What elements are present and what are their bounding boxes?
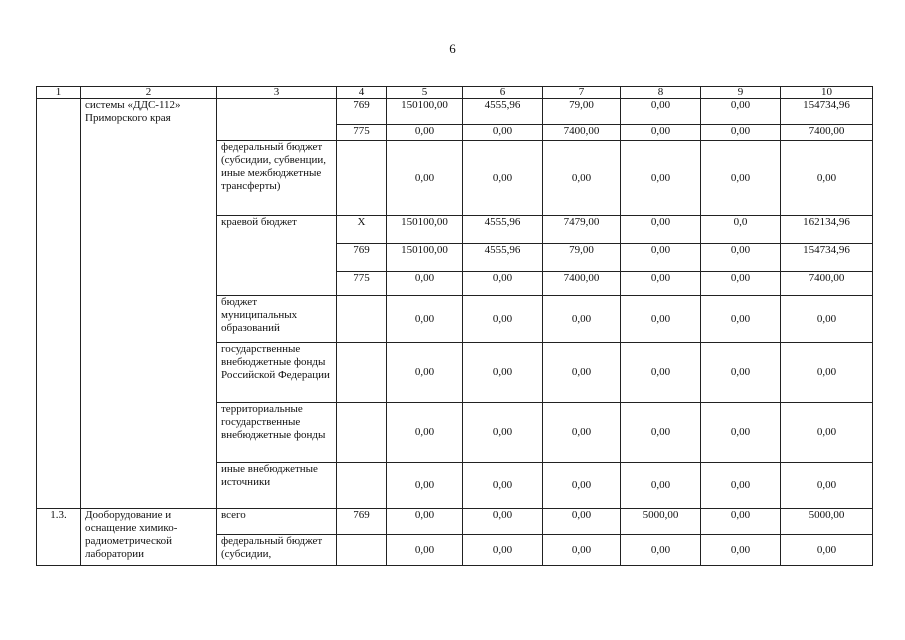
value-cell: 0,00	[701, 296, 781, 343]
value-cell: 162134,96	[781, 216, 873, 244]
value-cell: 0,00	[781, 535, 873, 566]
value-cell: 0,00	[543, 509, 621, 535]
budget-table	[36, 86, 873, 566]
value-cell: 0,00	[543, 141, 621, 216]
value-cell: 0,00	[387, 125, 463, 141]
value-cell: 0,00	[543, 463, 621, 509]
value-cell: 0,00	[463, 343, 543, 403]
item-name-cell: Дооборудование и оснащение химико-радиометрической лаборатории	[81, 509, 217, 566]
value-cell: 0,00	[463, 535, 543, 566]
value-cell: 0,00	[463, 125, 543, 141]
code-cell	[337, 296, 387, 343]
value-cell: 0,00	[621, 403, 701, 463]
code-cell: 769	[337, 99, 387, 125]
value-cell: 7400,00	[543, 125, 621, 141]
value-cell: 0,00	[701, 343, 781, 403]
value-cell: 0,00	[387, 296, 463, 343]
value-cell: 0,00	[621, 272, 701, 296]
code-cell: 775	[337, 272, 387, 296]
code-cell: Х	[337, 216, 387, 244]
value-cell: 0,00	[701, 272, 781, 296]
value-cell: 0,00	[701, 125, 781, 141]
value-cell: 0,00	[621, 216, 701, 244]
value-cell: 0,00	[621, 296, 701, 343]
source-cell	[217, 99, 337, 141]
header-row	[37, 87, 873, 99]
code-cell	[337, 343, 387, 403]
value-cell: 79,00	[543, 244, 621, 272]
value-cell: 7400,00	[781, 125, 873, 141]
header-cell: 5	[387, 87, 463, 99]
value-cell: 0,00	[621, 125, 701, 141]
value-cell: 0,00	[781, 463, 873, 509]
value-cell: 0,00	[701, 463, 781, 509]
header-cell: 1	[37, 87, 81, 99]
header-cell: 8	[621, 87, 701, 99]
value-cell: 5000,00	[781, 509, 873, 535]
value-cell: 0,00	[621, 343, 701, 403]
value-cell: 0,00	[781, 403, 873, 463]
source-cell: краевой бюджет	[217, 216, 337, 296]
value-cell: 0,00	[781, 343, 873, 403]
source-cell: федеральный бюджет (субсидии,	[217, 535, 337, 566]
value-cell: 0,00	[781, 296, 873, 343]
value-cell: 5000,00	[621, 509, 701, 535]
table-row	[37, 99, 873, 125]
value-cell: 154734,96	[781, 99, 873, 125]
value-cell: 0,00	[463, 463, 543, 509]
code-cell	[337, 535, 387, 566]
value-cell: 0,00	[387, 463, 463, 509]
value-cell: 0,00	[701, 403, 781, 463]
value-cell: 0,00	[621, 244, 701, 272]
value-cell: 150100,00	[387, 216, 463, 244]
table-row	[37, 509, 873, 535]
item-number-cell	[37, 99, 81, 509]
value-cell: 0,00	[387, 272, 463, 296]
item-name-cell: системы «ДДС-112» Приморского края	[81, 99, 217, 509]
header-cell: 2	[81, 87, 217, 99]
value-cell: 0,00	[463, 403, 543, 463]
value-cell: 0,00	[387, 141, 463, 216]
value-cell: 0,00	[621, 141, 701, 216]
value-cell: 79,00	[543, 99, 621, 125]
value-cell: 0,00	[781, 141, 873, 216]
value-cell: 0,00	[463, 272, 543, 296]
item-number-cell: 1.3.	[37, 509, 81, 566]
code-cell: 775	[337, 125, 387, 141]
source-cell: государственные внебюджетные фонды Российской Федерации	[217, 343, 337, 403]
source-cell: территориальные государственные внебюджетные фонды	[217, 403, 337, 463]
code-cell	[337, 403, 387, 463]
header-cell: 7	[543, 87, 621, 99]
value-cell: 0,00	[387, 343, 463, 403]
value-cell: 0,00	[463, 296, 543, 343]
value-cell: 4555,96	[463, 216, 543, 244]
value-cell: 4555,96	[463, 244, 543, 272]
value-cell: 7479,00	[543, 216, 621, 244]
header-cell: 9	[701, 87, 781, 99]
value-cell: 0,00	[543, 403, 621, 463]
value-cell: 0,00	[543, 535, 621, 566]
value-cell: 4555,96	[463, 99, 543, 125]
value-cell: 0,00	[543, 296, 621, 343]
header-cell: 3	[217, 87, 337, 99]
value-cell: 0,00	[701, 99, 781, 125]
value-cell: 0,00	[701, 141, 781, 216]
value-cell: 0,00	[543, 343, 621, 403]
value-cell: 150100,00	[387, 99, 463, 125]
source-cell: бюджет муниципальных образований	[217, 296, 337, 343]
value-cell: 0,00	[621, 99, 701, 125]
header-cell: 10	[781, 87, 873, 99]
value-cell: 0,00	[387, 509, 463, 535]
value-cell: 0,00	[621, 535, 701, 566]
value-cell: 0,00	[701, 244, 781, 272]
code-cell: 769	[337, 244, 387, 272]
code-cell	[337, 463, 387, 509]
code-cell: 769	[337, 509, 387, 535]
value-cell: 150100,00	[387, 244, 463, 272]
value-cell: 0,00	[387, 535, 463, 566]
value-cell: 0,00	[463, 141, 543, 216]
value-cell: 7400,00	[543, 272, 621, 296]
source-cell: всего	[217, 509, 337, 535]
value-cell: 0,0	[701, 216, 781, 244]
value-cell: 154734,96	[781, 244, 873, 272]
value-cell: 0,00	[463, 509, 543, 535]
page-number: 6	[449, 41, 456, 56]
source-cell: федеральный бюджет (субсидии, субвенции, иные межбюджетные трансферты)	[217, 141, 337, 216]
header-cell: 4	[337, 87, 387, 99]
value-cell: 0,00	[701, 535, 781, 566]
value-cell: 0,00	[387, 403, 463, 463]
value-cell: 0,00	[621, 463, 701, 509]
value-cell: 0,00	[701, 509, 781, 535]
source-cell: иные внебюджетные источники	[217, 463, 337, 509]
value-cell: 7400,00	[781, 272, 873, 296]
code-cell	[337, 141, 387, 216]
header-cell: 6	[463, 87, 543, 99]
